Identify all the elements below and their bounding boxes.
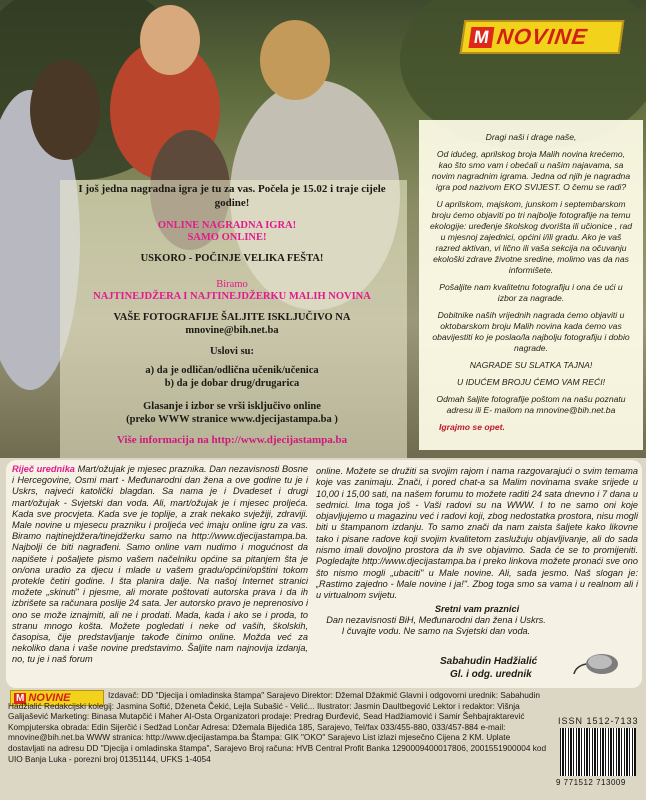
promo-more-info[interactable]: Više informacija na http://www.djecijastampa.ba — [116, 434, 348, 446]
letter-paragraph: U aprilskom, majskom, junskom i septembarskom broju ćemo objaviti po tri najbolje fotografije na temu ekologije: uređenje školskog dvorišta ili učionice , rad u mjesnoj zajednici, općini i/ili gradu. Ako je vaš razred aktivan, vi lično ili vaša sekcija na očuvanju ekološki zdrave životne sredine, molimo vas da nas informišete. — [429, 199, 633, 275]
editorial-text-right: online. Možete se družiti sa svojim rajom i nama razgovarajući o svim temama koje vas zanimaju. Znači, i pored chat-a sa Malim novinama svake srijede u 10,00 i 15,00 sati, na našem forumu to možete raditi 24 sata dnevno i 7 dana u sedmici. Ima toga još - Vaši radovi su na WWW. I to ne samo oni koje objavljujemo u magazinu već i radovi koji, zbog nedostatka prostora, nisu mogli biti u štampanom izdanju. To samo znači da nam zaista šaljete kako likovne tako i pisane radove koji svojim kvalitetom zaslužuju objavljivanje, ali do sada nismo imali dovoljno prostora da ih sve objavimo. Sada će se to promijeniti. Pogledajte http://www.djecijastampa.ba i preko linkova možete pronaći sve ono što nismo mogli „ubaciti" u Male novine. Ali, sada jesmo. Naš slogan je: „Rastimo zajedno - Male novine i ja!". Zbog toga smo sa vama i u realnom ali i u virtualnom svijetu. — [316, 466, 638, 601]
barcode-number: 9 771512 713009 — [556, 778, 626, 787]
letter-paragraph: Od idućeg, aprilskog broja Malih novina krećemo, kao što smo vam i obećali u našim najavama, sa novim nagradnim igrama. Jedna od njih je nagradna igra pod nazivom EKO SVIJEST. O čemu se radi? — [431, 149, 631, 192]
mnovine-logo — [460, 20, 625, 54]
issn-label: ISSN 1512-7133 — [558, 716, 639, 726]
editorial-wish-text: Dan nezavisnosti BiH, Međunarodni dan žena i Uskrs. I čuvajte vodu. Ne samo na Svjetski dan voda. — [326, 614, 546, 637]
impressum-body: Izdavač: DD "Djecija i omladinska štampa" Sarajevo Direktor: Džemal Džakmić Glavni i odgovorni urednik: Sabahudin Hadžialić Redakcijski kolegij: Jasmina Softić, Dženeta Čekić, Lejla Subašić - Velić... Ilustrator: Jasmin Daultbegović Lektor i redaktor: Višnja Galijašević Marketing: Binasa Mutapčić i Maher Al-Osta Organizatori prodaje: Predrag Đurđević, Sead Hadžiamović i Samir Šehbajraktarević Kompjuterska obrada: Edin Sijerčić i Sedžad Lončar Adresa: Džemala Bijedića 185, Sarajevo, Tel/fax 033/455-880, 033/457-884 e-mail: mnovine@bih.net.ba WWW stranica: http://www.djecijastampa.ba Štampa: GIK "OKO" Sarajevo List izlazi mjesečno Cijena 2 KM. Uplate dostavljati na adresu DD "Djecija i omladinska štampa", Sarajevo Broj računa: HVB Central Profit Banka 1290009400017806, 2001551900004 kod UIO Banja Luka - porezni broj 01351144, UFKS 1-4054 — [8, 690, 547, 764]
promo-glasanje-link: (preko WWW stranice www.djecijastampa.ba ) — [126, 414, 338, 425]
promo-vase: VAŠE FOTOGRAFIJE ŠALJITE ISKLJUČIVO NA — [113, 312, 351, 323]
letter-box — [419, 120, 643, 450]
editor-role: Gl. i odg. urednik — [450, 669, 532, 680]
editorial-title: Riječ urednika — [12, 464, 75, 474]
impressum-logo-m: M — [16, 692, 25, 704]
logo-m: M — [469, 27, 495, 48]
logo-name: NOVINE — [495, 24, 590, 49]
promo-block — [62, 182, 402, 447]
letter-paragraph: NAGRADE SU SLATKA TAJNA! — [469, 360, 593, 370]
letter-sign: Igrajmo se opet. — [439, 422, 505, 432]
letter-paragraph: Pošaljite nam kvalitetnu fotografiju i ona će ući u izbor za nagrade. — [439, 282, 623, 303]
letter-paragraph: Odmah šaljite fotografije poštom na našu poznatu adresu ili E- mailom na mnovine@bih.net.ba — [436, 394, 626, 415]
editorial-text-left: Mart/ožujak je mjesec praznika. Dan nezavisnosti Bosne i Hercegovine, Osmi mart - Međunarodni dan žena a ove godine tu je i Uskrs, najveći katolički blagdan. Sa nama je i Dvadeset i drugi mart/ožujak - Svjetski dan voda. Ali, mart/ožujak je i mjesec proljeća. Kada sve procvjeta. Kada sve je toplije, a zrak nekako svježiji, zdraviji. Male novine u mjesecu prazniku i proljeća već imaju online igru za vas. Biramo najtinejdžera/tinejdžerku samo na http://www.djecijastampa.ba. Najbolji će biti nagrađeni. Samo online vam nudimo i mogućnost da napišete i pošaljete pismo vašem načelniku općine sa pitanjem šta je on/ona uradio za djecu i mlade u vašem gradu/općini/opštini tokom protekle četiri godine. I šta planira dalje. Na našoj Internet stranici možete „skinuti" i pjesme, ali morate poštovati autorska prava i da ih izbrišete sa računara poslije 24 sata. Jer autorsko pravo je neprenosivo i ono se može iznajmiti, ali ne i prodati. Mada, kada i ako se i proda, to stranu mnogo košta. Možete pogledati i neke od vaših, školskih, časopisa, čije predstavljanje takođe činimo online. Možda već za nekoliko dana i vaše novine predstavimo. Šaljite nam najnovija izdanja, no, tu je i naš forum — [12, 464, 308, 665]
promo-email: mnovine@bih.net.ba — [185, 325, 279, 336]
letter-paragraph: U IDUĆEM BROJU ĆEMO VAM REĆI! — [456, 377, 605, 387]
barcode — [560, 728, 636, 776]
letter-paragraph: Dobitnike naših vrijednih nagrada ćemo objaviti u oktobarskom broju Malih novina kada ćemo vas obavijestiti ko je poslao/la najbolju fotografiju i dobio nagrade. — [432, 310, 630, 353]
promo-uslovi: Uslovi su: — [209, 346, 255, 357]
mouse-icon — [572, 646, 622, 676]
promo-biramo-title: NAJTINEJDŽERA I NAJTINEJDŽERKU MALIH NOVINA — [93, 291, 371, 302]
impressum-text — [8, 690, 548, 764]
promo-condition-b: b) da je dobar drug/drugarica — [164, 378, 300, 389]
promo-online: ONLINE NAGRADNA IGRA! SAMO ONLINE! — [157, 220, 297, 243]
editorial-wish: Sretni vam praznici — [434, 603, 520, 614]
editorial-left-column — [12, 464, 308, 684]
promo-condition-a: a) da je odličan/odlična učenik/učenica — [145, 365, 319, 376]
editor-name: Sabahudin Hadžialić — [440, 656, 538, 667]
promo-glasanje: Glasanje i izbor se vrši isključivo online — [143, 401, 321, 412]
promo-uskoro: USKORO - POČINJE VELIKA FEŠTA! — [140, 253, 324, 264]
impressum-logo-name: NOVINE — [28, 692, 71, 704]
letter-greeting: Dragi naši i drage naše, — [485, 132, 577, 142]
promo-intro: I još jedna nagradna igra je tu za vas. Počela je 15.02 i traje cijele godine! — [78, 183, 386, 209]
promo-biramo: Biramo — [216, 279, 248, 290]
editorial-right-column — [316, 466, 638, 637]
editor-signature — [440, 655, 537, 681]
